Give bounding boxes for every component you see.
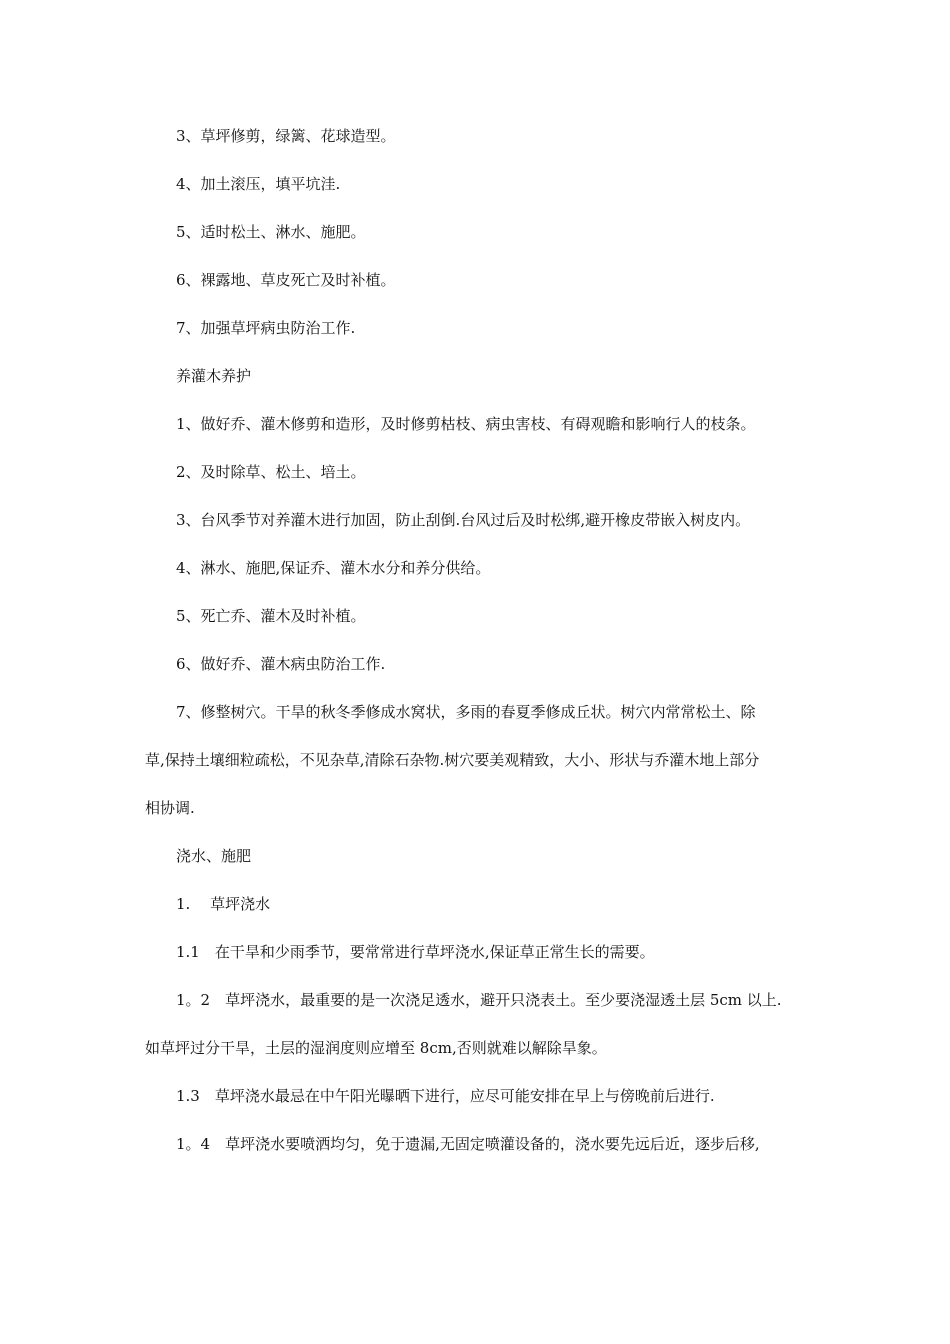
text-line-watering-timing: 1.3 草坪浇水最忌在中午阳光曝晒下进行，应尽可能安排在早上与傍晚前后进行.	[176, 1087, 715, 1105]
text-line-thorough-watering-1: 1。2 草坪浇水，最重要的是一次浇足透水，避开只浇表土。至少要浇湿透土层 5cm 以上.	[176, 991, 782, 1009]
text-line-tree-pit-2: 草,保持土壤细粒疏松，不见杂草,清除石杂物.树穴要美观精致，大小、形状与乔灌木地上部分	[145, 751, 760, 769]
text-line-weeding: 2、及时除草、松土、培土。	[176, 463, 366, 481]
text-line-replant-bare-ground: 6、裸露地、草皮死亡及时补植。	[176, 271, 396, 289]
text-line-even-spraying: 1。4 草坪浇水要喷洒均匀，免于遗漏,无固定喷灌设备的，浇水要先远后近，逐步后移,	[176, 1135, 760, 1153]
text-line-tree-pit-3: 相协调.	[145, 799, 195, 817]
text-line-lawn-trimming: 3、草坪修剪，绿篱、花球造型。	[176, 127, 396, 145]
text-line-typhoon-reinforcement: 3、台风季节对养灌木进行加固，防止刮倒.台风过后及时松绑,避开橡皮带嵌入树皮内。	[176, 511, 751, 529]
text-line-water-nutrient-supply: 4、淋水、施肥,保证乔、灌木水分和养分供给。	[176, 559, 491, 577]
text-line-loosen-water-fertilize: 5、适时松土、淋水、施肥。	[176, 223, 366, 241]
section-heading-watering-fertilizing: 浇水、施肥	[176, 847, 252, 865]
text-line-shrub-pest-control: 6、做好乔、灌木病虫防治工作.	[176, 655, 386, 673]
text-line-shrub-pruning: 1、做好乔、灌木修剪和造形，及时修剪枯枝、病虫害枝、有碍观瞻和影响行人的枝条。	[176, 415, 756, 433]
section-heading-shrub-care: 养灌木养护	[176, 367, 252, 385]
text-line-soil-rolling: 4、加土滚压，填平坑洼.	[176, 175, 341, 193]
subsection-heading-lawn-watering: 1. 草坪浇水	[176, 895, 271, 913]
text-line-tree-pit-1: 7、修整树穴。干旱的秋冬季修成水窝状，多雨的春夏季修成丘状。树穴内常常松土、除	[176, 703, 756, 721]
text-line-dry-season-watering: 1.1 在干旱和少雨季节，要常常进行草坪浇水,保证草正常生长的需要。	[176, 943, 655, 961]
text-line-lawn-pest-control: 7、加强草坪病虫防治工作.	[176, 319, 356, 337]
text-line-thorough-watering-2: 如草坪过分干旱，土层的湿润度则应增至 8cm,否则就难以解除旱象。	[145, 1039, 607, 1057]
text-line-replant-dead-shrubs: 5、死亡乔、灌木及时补植。	[176, 607, 366, 625]
